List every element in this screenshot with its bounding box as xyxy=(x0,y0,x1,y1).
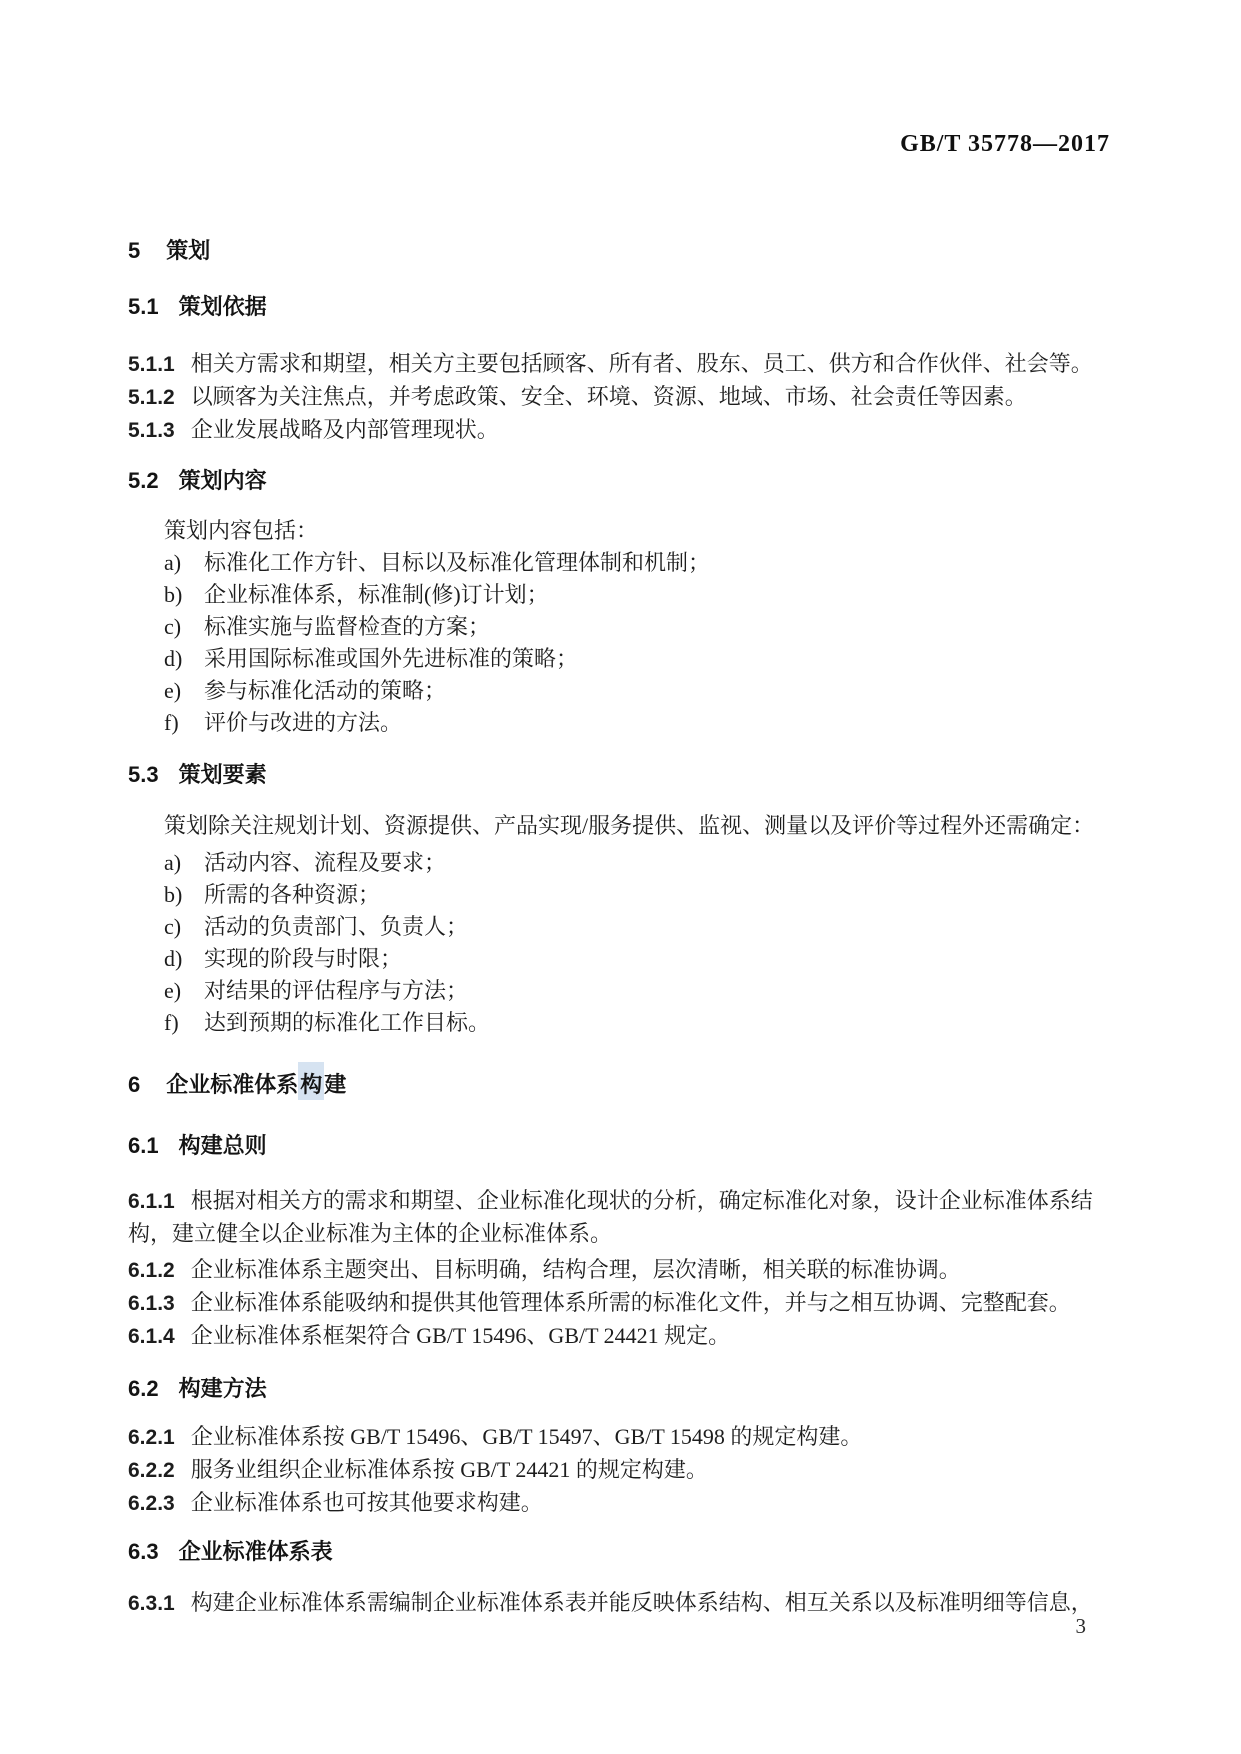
list-item-text: 活动的负责部门、负责人； xyxy=(204,914,469,939)
page-footer xyxy=(1076,1610,1087,1645)
list-item-text: 参与标准化活动的策略； xyxy=(204,678,447,703)
list-item xyxy=(128,579,1116,611)
list-item-label: c) xyxy=(164,614,182,639)
list-item xyxy=(128,879,1116,911)
section-5-3-title: 策划要素 xyxy=(178,762,267,787)
section-5-1-number: 5.1 xyxy=(128,294,159,319)
list-item-label: e) xyxy=(164,678,182,703)
chapter-6-title xyxy=(166,1062,346,1100)
list-item-label: f) xyxy=(164,710,179,735)
clause-5-1-3-number: 5.1.3 xyxy=(128,419,175,442)
section-5-2-title: 策划内容 xyxy=(178,468,267,493)
clause-6-1-4 xyxy=(128,1320,1116,1353)
clause-6-1-3-text: 企业标准体系能吸纳和提供其他管理体系所需的标准化文件，并与之相互协调、完整配套。 xyxy=(190,1290,1071,1315)
list-item xyxy=(128,1007,1116,1039)
chapter-6-title-after: 建 xyxy=(324,1072,347,1097)
clause-6-2-1 xyxy=(128,1421,1116,1454)
list-item xyxy=(128,643,1116,675)
section-6-2-heading xyxy=(128,1373,1116,1405)
clause-6-1-2-number: 6.1.2 xyxy=(128,1259,175,1282)
clause-6-3-1-number: 6.3.1 xyxy=(128,1592,175,1615)
section-5-1-heading xyxy=(128,291,1116,323)
clause-6-1-2 xyxy=(128,1254,1116,1287)
section-5-3-heading xyxy=(128,759,1116,791)
section-6-3-title: 企业标准体系表 xyxy=(178,1539,333,1564)
list-item-text: 采用国际标准或国外先进标准的策略； xyxy=(204,646,579,671)
list-item-label: e) xyxy=(164,978,182,1003)
list-item-text: 标准化工作方针、目标以及标准化管理体制和机制； xyxy=(204,550,711,575)
clause-6-2-2-number: 6.2.2 xyxy=(128,1459,175,1482)
clause-6-1-4-text: 企业标准体系框架符合 GB/T 15496、GB/T 24421 规定。 xyxy=(190,1323,731,1348)
title-highlight: 构 xyxy=(298,1062,324,1100)
chapter-6-heading xyxy=(128,1069,1116,1101)
clause-6-1-1 xyxy=(128,1185,1116,1250)
list-item xyxy=(128,611,1116,643)
list-item-label: f) xyxy=(164,1010,179,1035)
clause-6-2-1-text: 企业标准体系按 GB/T 15496、GB/T 15497、GB/T 15498 的规定构建。 xyxy=(190,1424,863,1449)
list-item-label: d) xyxy=(164,646,183,671)
clause-6-1-1-text: 根据对相关方的需求和期望、企业标准化现状的分析，确定标准化对象，设计企业标准体系结构，建立健全以企业标准为主体的企业标准体系。 xyxy=(128,1188,1093,1246)
list-5-3 xyxy=(128,847,1116,1039)
chapter-6-number: 6 xyxy=(128,1072,141,1097)
list-item-text: 实现的阶段与时限； xyxy=(204,946,403,971)
list-item-text: 所需的各种资源； xyxy=(204,882,381,907)
list-item-text: 企业标准体系，标准制(修)订计划； xyxy=(204,582,549,607)
clause-6-2-2 xyxy=(128,1454,1116,1487)
list-item xyxy=(128,975,1116,1007)
list-item-text: 对结果的评估程序与方法； xyxy=(204,978,469,1003)
list-item-label: b) xyxy=(164,882,183,907)
clause-6-1-3 xyxy=(128,1287,1116,1320)
list-item-label: a) xyxy=(164,550,182,575)
list-item-text: 评价与改进的方法。 xyxy=(204,710,403,735)
list-item xyxy=(128,707,1116,739)
page-number: 3 xyxy=(1075,1614,1086,1638)
section-5-2-number: 5.2 xyxy=(128,468,159,493)
section-6-1-heading xyxy=(128,1130,1116,1162)
clause-5-1-2 xyxy=(128,381,1116,414)
section-6-2-title: 构建方法 xyxy=(178,1376,267,1401)
clause-6-3-1-text: 构建企业标准体系需编制企业标准体系表并能反映体系结构、相互关系以及标准明细等信息， xyxy=(190,1590,1093,1615)
clause-5-1-3-text: 企业发展战略及内部管理现状。 xyxy=(190,417,499,442)
standard-code: GB/T 35778—2017 xyxy=(900,131,1110,157)
chapter-6-title-before: 企业标准体系 xyxy=(166,1072,299,1097)
clause-5-1-1-text: 相关方需求和期望，相关方主要包括顾客、所有者、股东、员工、供方和合作伙伴、社会等。 xyxy=(190,351,1093,376)
list-item-label: b) xyxy=(164,582,183,607)
chapter-5-title: 策划 xyxy=(166,238,211,263)
clause-6-2-3 xyxy=(128,1487,1116,1520)
list-item-label: d) xyxy=(164,946,183,971)
section-5-3-number: 5.3 xyxy=(128,762,159,787)
clause-5-1-3 xyxy=(128,414,1116,447)
clause-6-2-3-text: 企业标准体系也可按其他要求构建。 xyxy=(190,1490,543,1515)
paragraph-5-3-intro: 策划除关注规划计划、资源提供、产品实现/服务提供、监视、测量以及评价等过程外还需确定： xyxy=(164,813,1095,838)
document-body xyxy=(128,0,1116,1620)
list-item-text: 标准实施与监督检查的方案； xyxy=(204,614,491,639)
clause-6-1-1-number: 6.1.1 xyxy=(128,1190,175,1213)
section-6-2-number: 6.2 xyxy=(128,1376,159,1401)
clause-5-1-1-number: 5.1.1 xyxy=(128,353,175,376)
list-item xyxy=(128,911,1116,943)
section-6-3-heading xyxy=(128,1536,1116,1568)
list-item xyxy=(128,547,1116,579)
chapter-5-number: 5 xyxy=(128,238,141,263)
section-6-1-number: 6.1 xyxy=(128,1133,159,1158)
clause-5-1-1 xyxy=(128,348,1116,381)
section-5-2-heading xyxy=(128,465,1116,497)
clause-6-1-3-number: 6.1.3 xyxy=(128,1292,175,1315)
clause-6-1-4-number: 6.1.4 xyxy=(128,1325,175,1348)
list-item xyxy=(128,675,1116,707)
clause-6-2-1-number: 6.2.1 xyxy=(128,1426,175,1449)
list-5-2 xyxy=(128,547,1116,739)
clause-6-2-2-text: 服务业组织企业标准体系按 GB/T 24421 的规定构建。 xyxy=(190,1457,708,1482)
clause-5-1-2-number: 5.1.2 xyxy=(128,386,175,409)
clause-6-2-3-number: 6.2.3 xyxy=(128,1492,175,1515)
section-6-1-title: 构建总则 xyxy=(178,1133,267,1158)
clause-6-3-1 xyxy=(128,1587,1116,1620)
clause-5-1-2-text: 以顾客为关注焦点，并考虑政策、安全、环境、资源、地域、市场、社会责任等因素。 xyxy=(190,384,1027,409)
clause-6-1-2-text: 企业标准体系主题突出、目标明确，结构合理，层次清晰，相关联的标准协调。 xyxy=(190,1257,961,1282)
section-6-3-number: 6.3 xyxy=(128,1539,159,1564)
list-item-text: 活动内容、流程及要求； xyxy=(204,850,447,875)
list-item xyxy=(128,847,1116,879)
list-item-text: 达到预期的标准化工作目标。 xyxy=(204,1010,491,1035)
section-5-1-title: 策划依据 xyxy=(178,294,267,319)
list-item xyxy=(128,943,1116,975)
chapter-5-heading xyxy=(128,235,1116,267)
list-item-label: a) xyxy=(164,850,182,875)
list-item-label: c) xyxy=(164,914,182,939)
paragraph-5-2-intro: 策划内容包括： xyxy=(164,518,319,543)
